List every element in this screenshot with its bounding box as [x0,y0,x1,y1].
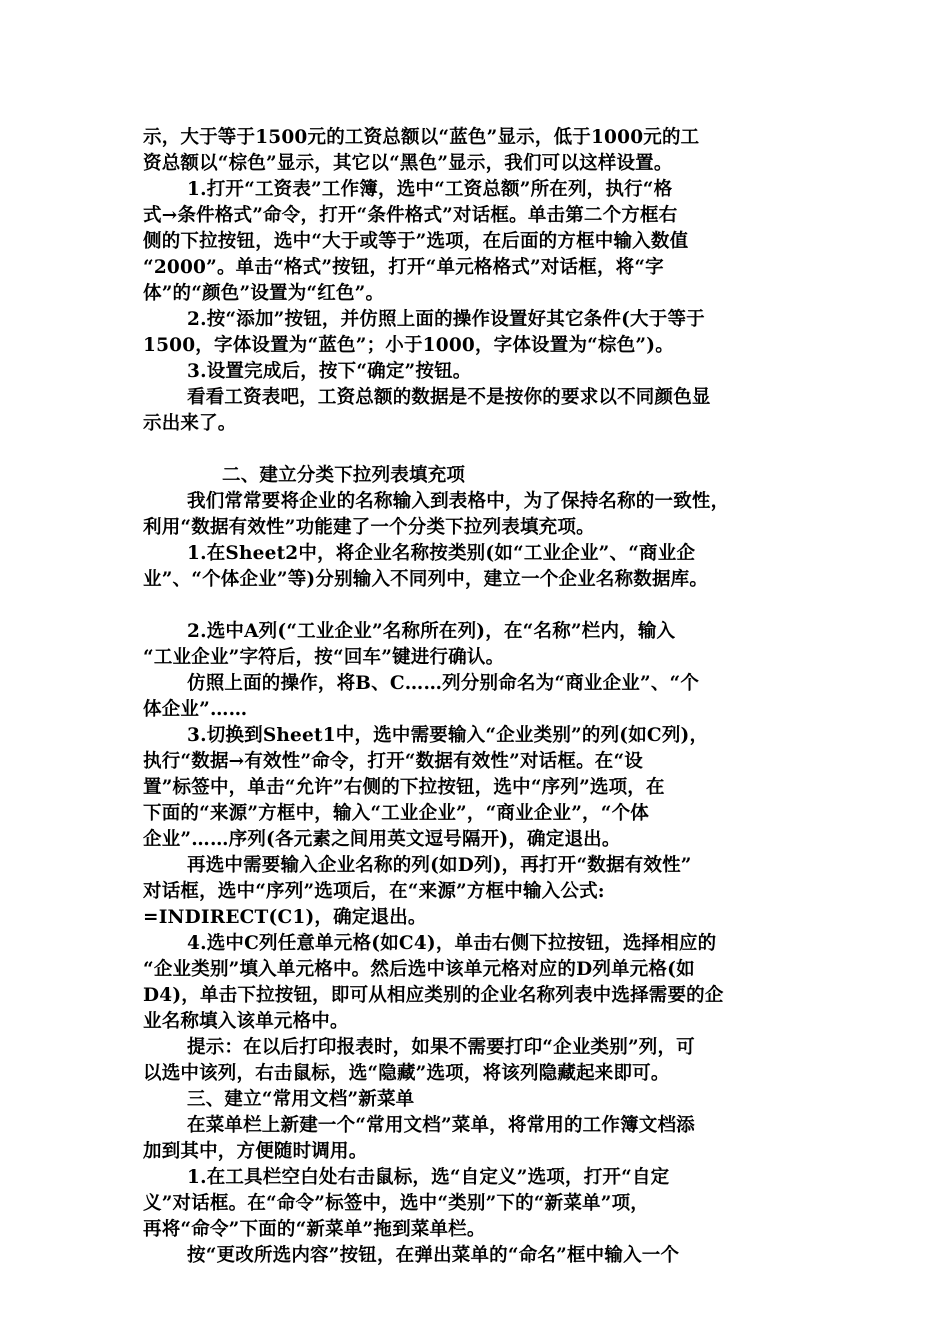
text-line: 在菜单栏上新建一个“常用文档”菜单，将常用的工作簿文档添 [187,1115,695,1136]
text-line: 业名称填入该单元格中。 [143,1011,349,1032]
text-line: 侧的下拉按钮，选中“大于或等于”选项，在后面的方框中输入数值 [143,231,689,252]
text-line: 2.按“添加”按钮，并仿照上面的操作设置好其它条件(大于等于 [187,309,705,330]
text-line: 3.设置完成后，按下“确定”按钮。 [187,361,472,382]
text-line: 示，大于等于1500元的工资总额以“蓝色”显示，低于1000元的工 [143,127,700,148]
text-line: 再将“命令”下面的“新菜单”拖到菜单栏。 [143,1219,486,1240]
text-line: 仿照上面的操作，将B、C……列分别命名为“商业企业”、“个 [187,673,700,694]
text-line: 体”的“颜色”设置为“红色”。 [143,283,385,304]
text-line: 3.切换到Sheet1中，选中需要输入“企业类别”的列(如C列)， [187,725,709,746]
text-line: 2.选中A列(“工业企业”名称所在列)，在“名称”栏内，输入 [187,621,676,642]
section-heading: 三、建立“常用文档”新菜单 [187,1089,415,1110]
text-line: 1.在Sheet2中，将企业名称按类别(如“工业企业”、“商业企 [187,543,696,564]
text-line: 执行“数据→有效性”命令，打开“数据有效性”对话框。在“设 [143,751,644,772]
text-line: 示出来了。 [143,413,237,434]
text-line: 加到其中，方便随时调用。 [143,1141,368,1162]
text-line: 1.打开“工资表”工作簿，选中“工资总额”所在列，执行“格 [187,179,673,200]
text-line: 对话框，选中“序列”选项后，在“来源”方框中输入公式: [143,881,605,902]
section-heading: 二、建立分类下拉列表填充项 [222,465,466,486]
text-line: 以选中该列，右击鼠标，选“隐藏”选项，将该列隐藏起来即可。 [143,1063,670,1084]
text-line: 置”标签中，单击“允许”右侧的下拉按钮，选中“序列”选项，在 [143,777,665,798]
text-line: 业”、“个体企业”等)分别输入不同列中，建立一个企业名称数据库。 [143,569,709,590]
text-line: “企业类别”填入单元格中。然后选中该单元格对应的D列单元格(如 [143,959,695,980]
text-line: 1500，字体设置为“蓝色”；小于1000，字体设置为“棕色”)。 [143,335,674,356]
text-line: =INDIRECT(C1)，确定退出。 [143,907,427,928]
text-line: 下面的“来源”方框中，输入“工业企业”，“商业企业”，“个体 [143,803,649,824]
text-line: “2000”。单击“格式”按钮，打开“单元格格式”对话框，将“字 [143,257,664,278]
text-line: 我们常常要将企业的名称输入到表格中，为了保持名称的一致性， [187,491,730,512]
text-line: 利用“数据有效性”功能建了一个分类下拉列表填充项。 [143,517,595,538]
text-line: 体企业”…… [143,699,248,720]
text-line: 再选中需要输入企业名称的列(如D列)，再打开“数据有效性” [187,855,692,876]
text-line: 资总额以“棕色”显示，其它以“黑色”显示，我们可以这样设置。 [143,153,673,174]
text-line: 义”对话框。在“命令”标签中，选中“类别”下的“新菜单”项， [143,1193,649,1214]
text-line: 式→条件格式”命令，打开“条件格式”对话框。单击第二个方框右 [143,205,678,226]
text-line: “工业企业”字符后，按“回车”键进行确认。 [143,647,505,668]
text-line: 4.选中C列任意单元格(如C4)，单击右侧下拉按钮，选择相应的 [187,933,717,954]
text-line: 按“更改所选内容”按钮，在弹出菜单的“命名”框中输入一个 [187,1245,680,1266]
text-line: 企业”……序列(各元素之间用英文逗号隔开)，确定退出。 [143,829,621,850]
text-line: 1.在工具栏空白处右击鼠标，选“自定义”选项，打开“自定 [187,1167,670,1188]
text-line: 提示：在以后打印报表时，如果不需要打印“企业类别”列，可 [187,1037,695,1058]
text-line: 看看工资表吧，工资总额的数据是不是按你的要求以不同颜色显 [187,387,711,408]
text-line: D4)，单击下拉按钮，即可从相应类别的企业名称列表中选择需要的企 [143,985,724,1006]
